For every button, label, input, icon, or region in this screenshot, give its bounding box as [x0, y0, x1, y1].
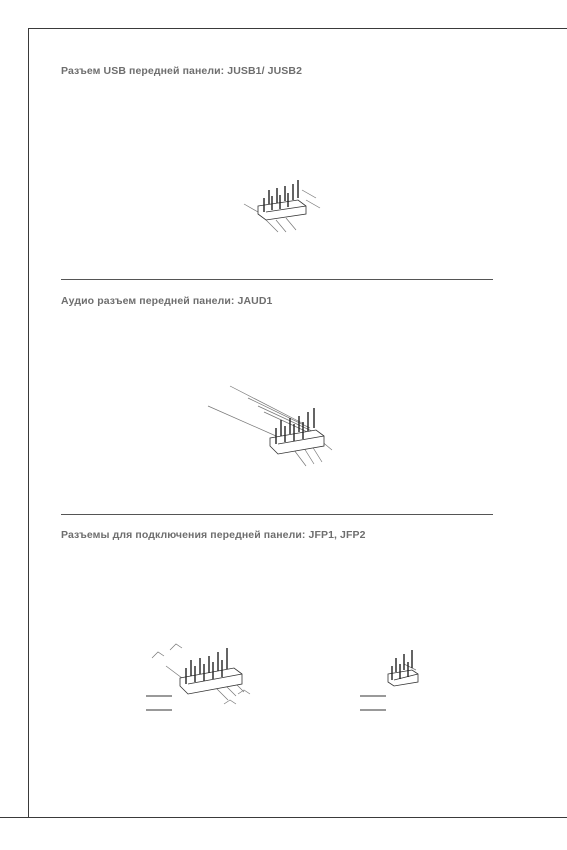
- page-top-border: [28, 28, 567, 29]
- page-left-border: [28, 28, 29, 818]
- usb-connector-diagram: [236, 176, 326, 236]
- usb-section-title: Разъем USB передней панели: JUSB1/ JUSB2: [61, 65, 303, 77]
- jfp2-connector-diagram: [356, 648, 426, 716]
- section-divider-2: [61, 514, 493, 515]
- audio-connector-diagram: [204, 384, 344, 470]
- front-panel-section-title: Разъемы для подключения передней панели: JFP1, JFP2: [61, 529, 366, 541]
- page-bottom-border: [0, 817, 567, 818]
- jfp1-connector-diagram: [140, 638, 260, 716]
- section-divider-1: [61, 279, 493, 280]
- audio-section-title: Аудио разъем передней панели: JAUD1: [61, 295, 273, 307]
